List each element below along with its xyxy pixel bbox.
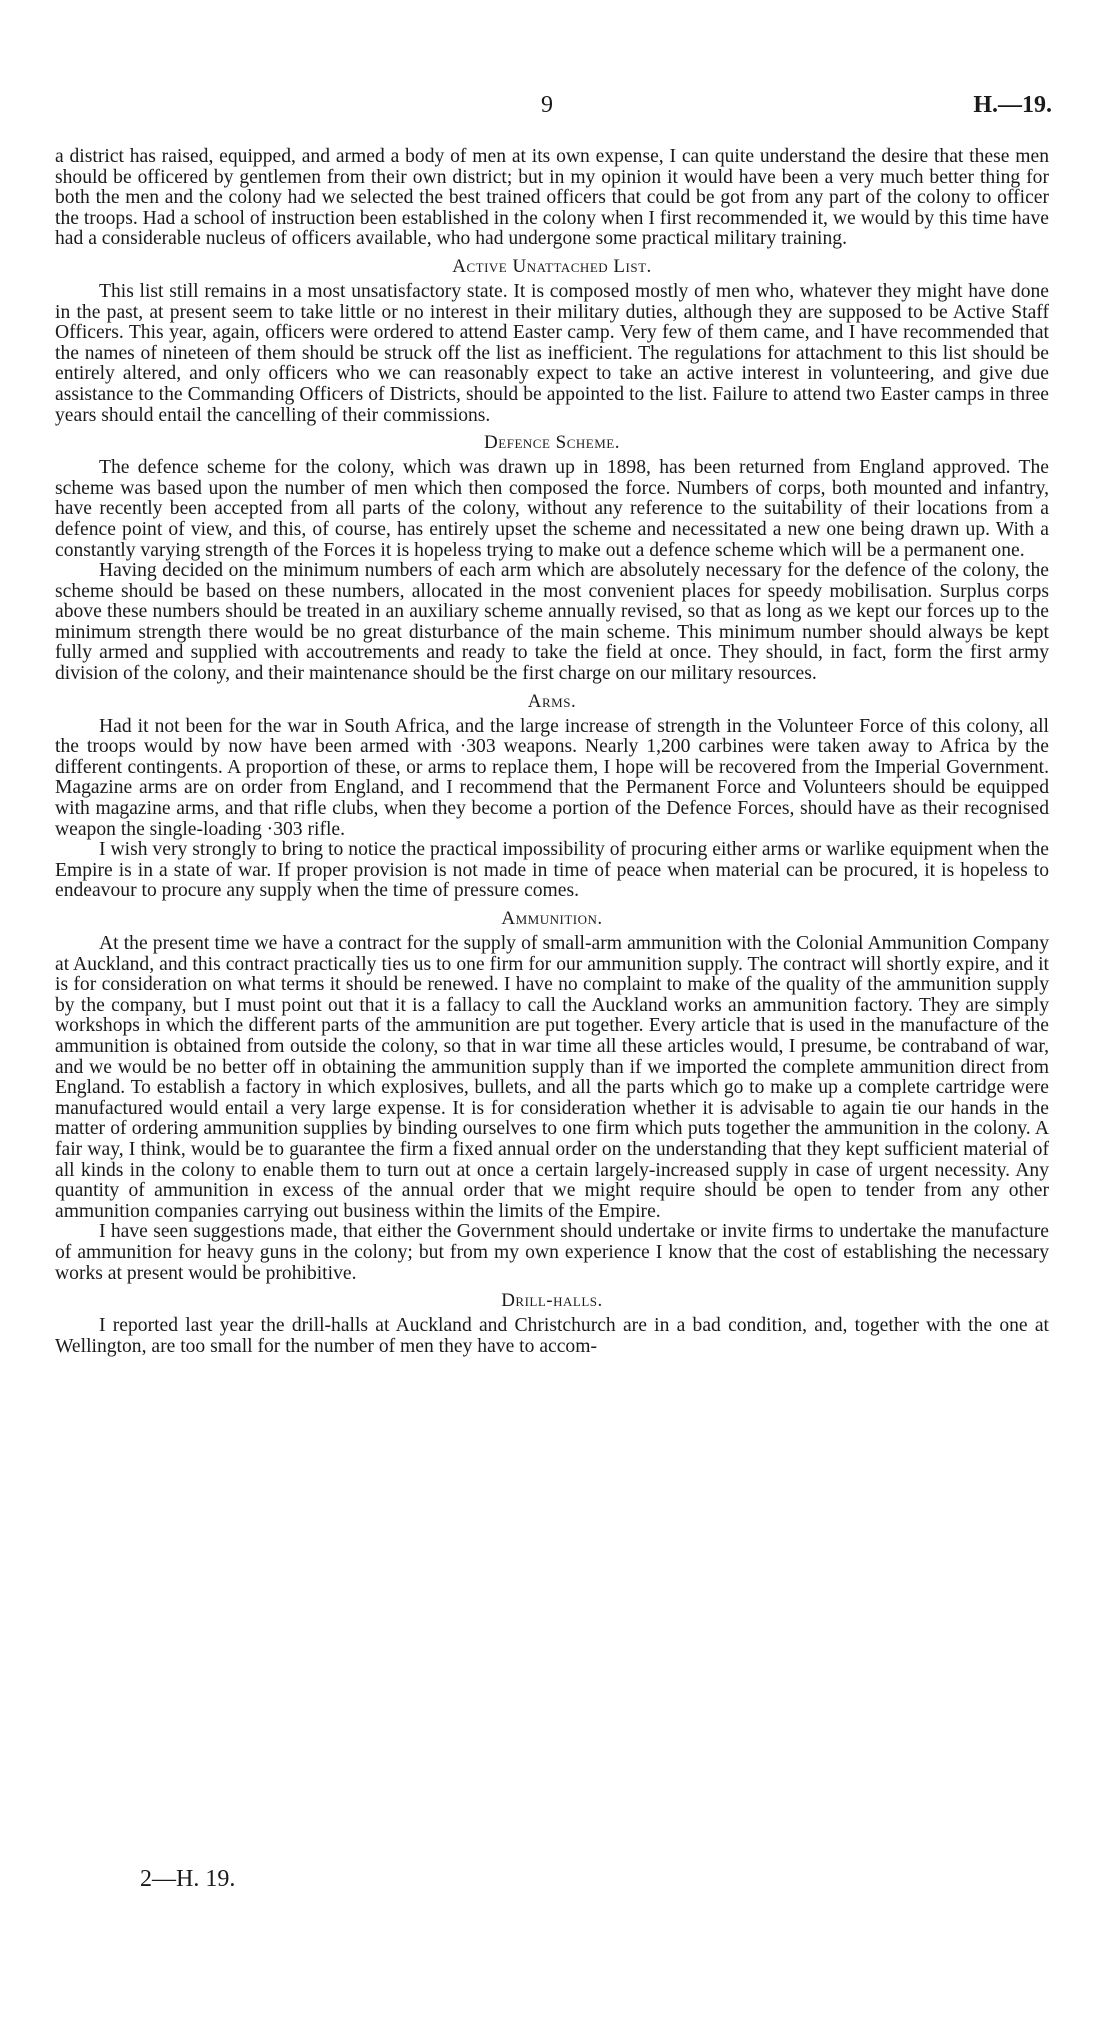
section-heading: Ammunition.: [501, 908, 603, 929]
section-active-unattached-list: [55, 256, 1049, 426]
signature-mark: 2—H. 19.: [140, 1866, 236, 1892]
section-defence-scheme: [55, 432, 1049, 685]
paragraph: The defence scheme for the colony, which was drawn up in 1898, has been returned from England approved. The scheme was based upon the number of men which then composed the force. Numbers of corps, both mounted and infantry, have recently been accepted from all parts of the colony, without any reference to the suitability of their locations from a defence point of view, and this, of course, has entirely upset the scheme and necessitated a new one being drawn up. With a constantly varying strength of the Forces it is hopeless trying to make out a defence scheme which will be a permanent one.: [55, 457, 1049, 561]
paragraph: Having decided on the minimum numbers of each arm which are absolutely necessary for the defence of the colony, the scheme should be based on these numbers, allocated in the most convenient places for speedy mobilisation. Surplus corps above these numbers should be treated in an auxiliary scheme annually revised, so that as long as we kept our forces up to the minimum strength there would be no great disturbance of the main scheme. This minimum number should always be kept fully armed and supplied with accoutrements and ready to take the field at once. They should, in fact, form the first army division of the colony, and their maintenance should be the first charge on our military resources.: [55, 560, 1049, 685]
page-number: 9: [541, 92, 553, 118]
section-intro-continuation: [55, 147, 1049, 250]
paragraph: Had it not been for the war in South Africa, and the large increase of strength in the Volunteer Force of this colony, all the troops would by now have been armed with ·303 weapons. Nearly 1,200 carbines were taken away to Africa by the different contingents. A proportion of these, or arms to replace them, I hope will be recovered from the Imperial Government. Magazine arms are on order from England, and I recommend that the Permanent Force and Volunteers should be equipped with magazine arms, and that rifle clubs, when they become a portion of the Defence Forces, should have as their recognised weapon the single-loading ·303 rifle.: [55, 715, 1049, 840]
section-heading: Active Unattached List.: [452, 255, 652, 277]
section-ammunition: [55, 908, 1049, 1284]
paragraph: At the present time we have a contract for the supply of small-arm ammunition with the Colonial Ammunition Company at Auckland, and this contract practically ties us to one firm for our ammunition supply. The contract will shortly expire, and it is for consideration on what terms it should be renewed. I have no complaint to make of the quality of the ammunition supply by the company, but I must point out that it is a fallacy to call the Auckland works an ammunition factory. They are simply workshops in which the different parts of the ammunition are put together. Every article that is used in the manufacture of the ammunition is obtained from outside the colony, so that in war time all these articles would, I presume, be contraband of war, and we would be no better off in obtaining the ammunition supply than if we imported the complete ammunition direct from England. To establish a factory in which explosives, bullets, and all the parts which go to make up a complete cartridge were manufactured would entail a very large expense. It is for consideration whether it is advisable to again tie our hands in the matter of ordering ammunition supplies by binding ourselves to one firm which puts together the ammunition in the colony. A fair way, I think, would be to guarantee the firm a fixed annual order on the understanding that they kept sufficient material of all kinds in the colony to enable them to turn out at once a certain largely-increased supply in case of urgent necessity. Any quantity of ammunition in excess of the annual order that we might require should be open to tender from any other ammunition companies carrying out business within the limits of the Empire.: [55, 933, 1049, 1222]
section-drill-halls: [55, 1290, 1049, 1357]
paragraph: I reported last year the drill-halls at Auckland and Christchurch are in a bad condition, and, together with the one at Wellington, are too small for the number of men they have to accom-: [55, 1315, 1049, 1357]
document-reference: H.—19.: [973, 92, 1052, 118]
paragraph: a district has raised, equipped, and armed a body of men at its own expense, I can quite understand the desire that these men should be officered by gentlemen from their own district; but in my opinion it would have been a very much better thing for both the men and the colony had we selected the best trained officers that could be got from any part of the colony to officer the troops. Had a school of instruction been established in the colony when I first recommended it, we would by this time have had a considerable nucleus of officers available, who had undergone some practical military training.: [55, 146, 1049, 250]
paragraph: I wish very strongly to bring to notice the practical impossibility of procuring either arms or warlike equipment when the Empire is in a state of war. If proper provision is not made in time of peace when material can be procured, it is hopeless to endeavour to procure any supply when the time of pressure comes.: [55, 839, 1049, 902]
section-arms: [55, 691, 1049, 902]
section-heading: Arms.: [527, 690, 577, 712]
section-heading: Defence Scheme.: [484, 432, 620, 454]
page-header: [0, 92, 1114, 122]
body-text: [55, 147, 1049, 1357]
section-heading: Drill-halls.: [501, 1290, 603, 1312]
paragraph: I have seen suggestions made, that either the Government should undertake or invite firms to undertake the manufacture of ammunition for heavy guns in the colony; but from my own experience I know that the cost of establishing the necessary works at present would be prohibitive.: [55, 1221, 1049, 1284]
paragraph: This list still remains in a most unsatisfactory state. It is composed mostly of men who, whatever they might have done in the past, at present seem to take little or no interest in their military duties, although they are supposed to be Active Staff Officers. This year, again, officers were ordered to attend Easter camp. Very few of them came, and I have recommended that the names of nineteen of them should be struck off the list as inefficient. The regulations for attachment to this list should be entirely altered, and only officers who we can reasonably expect to take an active interest in volunteering, and give due assistance to the Commanding Officers of Districts, should be appointed to the list. Failure to attend two Easter camps in three years should entail the cancelling of their commissions.: [55, 280, 1049, 426]
